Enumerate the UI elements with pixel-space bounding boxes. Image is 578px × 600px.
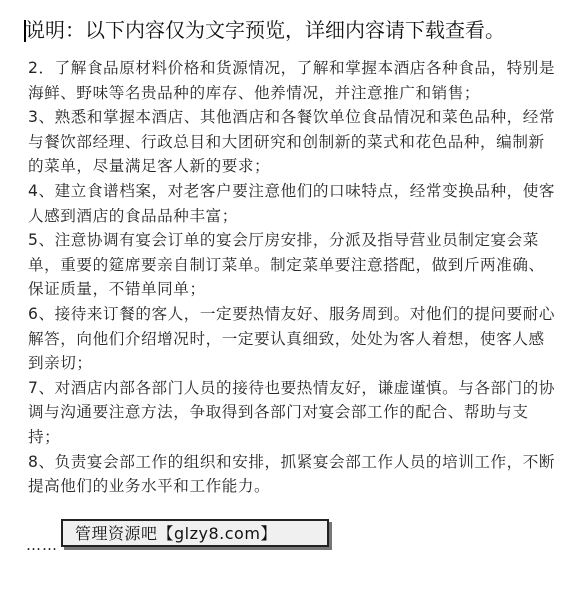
document-body — [28, 56, 556, 499]
paragraph-item-4: 4、建立食谱档案，对老客户要注意他们的口味特点，经常变换品种，使客人感到酒店的食品品种丰富； — [28, 181, 556, 225]
paragraph-item-6: 6、接待来订餐的客人，一定要热情友好、服务周到。对他们的提问要耐心解答，向他们介绍增况时，一定要认真细致，处处为客人着想，使客人感到亲切； — [28, 304, 556, 373]
continuation-ellipsis: …… — [26, 536, 58, 554]
watermark-text: 管理资源吧【glzy8.com】 — [75, 524, 277, 543]
paragraph-item-2: 2．了解食品原材料价格和货源情况，了解和掌握本酒店各种食品，特别是海鲜、野味等名贵品种的库存、他养情况，并注意推广和销售； — [28, 59, 556, 102]
paragraph-item-8: 8、负责宴会部工作的组织和安排，抓紧宴会部工作人员的培训工作，不断提高他们的业务水平和工作能力。 — [28, 452, 556, 496]
paragraph-item-5: 5、注意协调有宴会订单的宴会厅房安排，分派及指导营业员制定宴会菜单，重要的筵席要亲自制订菜单。制定菜单要注意搭配，做到斤两准确、保证质量，不错单同单； — [28, 231, 545, 299]
paragraph-item-3: 3、熟悉和掌握本酒店、其他酒店和各餐饮单位食品情况和菜色品种，经常与餐饮部经理、行政总目和大团研究和创制新的菜式和花色品种，编制新的菜单，尽量满足客人新的要求； — [28, 108, 556, 176]
watermark-badge — [61, 519, 329, 547]
preview-notice-text: 说明：以下内容仅为文字预览，详细内容请下载查看。 — [25, 18, 505, 42]
preview-notice-header — [0, 14, 578, 46]
paragraph-item-7: 7、对酒店内部各部门人员的接待也要热情友好，谦虚谨慎。与各部门的协调与沟通要注意方法，争取得到各部门对宴会部工作的配合、帮助与支持； — [28, 378, 556, 446]
